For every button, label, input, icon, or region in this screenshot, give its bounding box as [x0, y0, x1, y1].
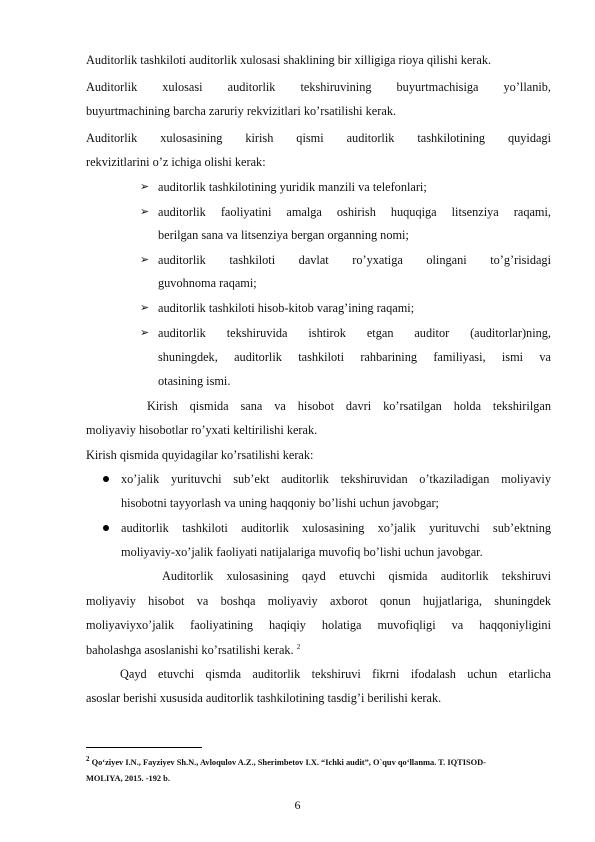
paragraph-line: Qayd etuvchi qismda auditorlik tekshiruvi fikrni ifodalash uchun etarlicha: [120, 667, 551, 681]
paragraph-line: Auditorlik xulosasining kirish qismi auditorlik tashkilotining quyidagi: [86, 131, 551, 145]
arrow-bullet-icon: ➢: [140, 327, 150, 339]
list-item: auditorlik tashkilotining yuridik manzili va telefonlari;: [158, 180, 427, 194]
arrow-bullet-icon: ➢: [140, 181, 150, 193]
footnote-divider: [86, 747, 202, 748]
list-item: xo’jalik yurituvchi sub’ekt auditorlik tekshiruvidan o’tkaziladigan moliyaviy: [121, 472, 551, 486]
arrow-bullet-icon: ➢: [140, 206, 150, 218]
paragraph-text: baholashga asoslanishi ko’rsatilishi kerak.: [86, 643, 294, 657]
list-item: auditorlik faoliyatini amalga oshirish huquqiga litsenziya raqami,: [158, 205, 551, 219]
paragraph-line: moliyaviy hisobotlar ro’yxati keltirilishi kerak.: [86, 423, 318, 437]
list-item: auditorlik tashkiloti auditorlik xulosasining xo’jalik yurituvchi sub’ektning: [121, 521, 551, 535]
arrow-bullet-icon: ➢: [140, 302, 150, 314]
list-item: auditorlik tekshiruvida ishtirok etgan auditor (auditorlar)ning,: [158, 326, 551, 340]
list-item-cont: otasining ismi.: [158, 374, 231, 388]
paragraph-line: [86, 643, 300, 658]
list-item-cont: hisobotni tayyorlash va uning haqqoniy bo’lishi uchun javobgar;: [121, 496, 439, 510]
list-item-cont: shuningdek, auditorlik tashkiloti rahbarining familiyasi, ismi va: [158, 350, 551, 364]
bullet-dot-icon: [103, 525, 109, 531]
list-item: auditorlik tashkiloti hisob-kitob varag’ining raqami;: [158, 301, 415, 315]
list-item: auditorlik tashkiloti davlat ro’yxatiga olingani to’g’risidagi: [158, 253, 551, 267]
paragraph-line: moliyaviy hisobot va boshqa moliyaviy axborot qonun hujjatlariga, shuningdek: [86, 594, 551, 608]
page-number: 6: [294, 798, 301, 812]
paragraph-line: Auditorlik xulosasining qayd etuvchi qismida auditorlik tekshiruvi: [162, 569, 551, 583]
arrow-bullet-icon: ➢: [140, 254, 150, 266]
bullet-dot-icon: [103, 476, 109, 482]
paragraph-line: Kirish qismida sana va hisobot davri ko’rsatilgan holda tekshirilgan: [147, 399, 551, 413]
paragraph-line: Auditorlik xulosasi auditorlik tekshiruvining buyurtmachisiga yo’llanib,: [86, 80, 551, 94]
list-item-cont: moliyaviy-xo’jalik faoliyati natijalariga muvofiq bo’lishi uchun javobgar.: [121, 545, 483, 559]
paragraph-line: moliyaviyxo’jalik faoliyatining haqiqiy holatiga muvofiqligi va haqqoniyligini: [86, 618, 551, 632]
footnote-text: Qo‘ziyev I.N., Fayziyev Sh.N., Avloqulov A.Z., Sherimbetov I.X. “Ichki audit”, O`quv qo‘llanma. T. IQTISOD-: [91, 758, 486, 767]
list-item-cont: guvohnoma raqami;: [158, 276, 257, 290]
paragraph-line: rekvizitlarini o’z ichiga olishi kerak:: [86, 155, 266, 169]
paragraph-line: buyurtmachining barcha zaruriy rekvizitlari ko’rsatilishi kerak.: [86, 104, 397, 118]
footnote-mark: 2: [86, 756, 90, 764]
footnote-line: [86, 756, 551, 769]
list-item-cont: berilgan sana va litsenziya bergan organning nomi;: [158, 228, 409, 242]
footnote-ref[interactable]: 2: [296, 642, 301, 651]
paragraph-line: Auditorlik tashkiloti auditorlik xulosasi shaklining bir xilligiga rioya qilishi kerak.: [86, 53, 492, 67]
paragraph-line: asoslar berishi xususida auditorlik tashkilotining tasdig’i berilishi kerak.: [86, 691, 442, 705]
paragraph-line: Kirish qismida quyidagilar ko’rsatilishi kerak:: [86, 448, 314, 462]
footnote-line: MOLIYA, 2015. -192 b.: [86, 774, 170, 783]
